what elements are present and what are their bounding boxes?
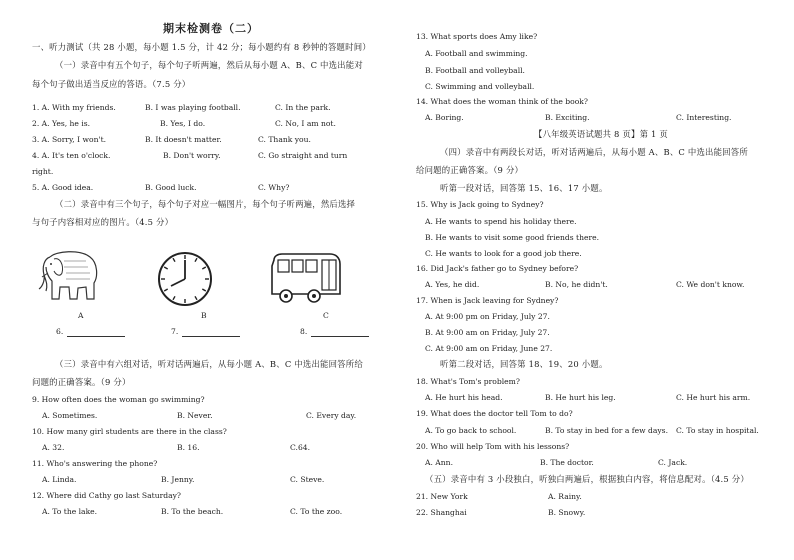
q5-option-b: B. Good luck. <box>145 183 197 192</box>
q16-option-a: A. Yes, he did. <box>425 280 480 289</box>
q13-option-c: C. Swimming and volleyball. <box>425 82 535 91</box>
q19-option-b: B. To stay in bed for a few days. <box>545 426 668 435</box>
q12-option-b: B. To the beach. <box>161 507 224 516</box>
q14-option-a: A. Boring. <box>425 113 464 122</box>
dialog1-instruction: 听第一段对话，回答第 15、16、17 小题。 <box>440 183 608 193</box>
elephant-picture <box>36 247 102 303</box>
q14-option-b: B. Exciting. <box>545 113 590 122</box>
q1-option-a: 1. A. With my friends. <box>32 103 116 112</box>
q13-question: 13. What sports does Amy like? <box>416 32 538 41</box>
q19-option-c: C. To stay in hospital. <box>676 426 759 435</box>
q21-match-option: A. Rainy. <box>548 492 582 501</box>
q3-option-b: B. It doesn't matter. <box>145 135 222 144</box>
q2-option-a: 2. A. Yes, he is. <box>32 119 91 128</box>
q14-question: 14. What does the woman think of the book? <box>416 97 588 106</box>
q18-option-b: B. He hurt his leg. <box>545 393 616 402</box>
q3-option-c: C. Thank you. <box>258 135 311 144</box>
part1-instruction: （一）录音中有五个句子，每个句子听两遍，然后从每小题 A、B、C 中选出能对 <box>55 60 363 70</box>
q15-option-c: C. He wants to look for a good job there. <box>425 249 582 258</box>
q14-option-c: C. Interesting. <box>676 113 732 122</box>
q22-item: 22. Shanghai <box>416 508 467 517</box>
q11-question: 11. Who's answering the phone? <box>32 459 158 468</box>
q12-option-a: A. To the lake. <box>42 507 98 516</box>
q19-option-a: A. To go back to school. <box>425 426 517 435</box>
q17-question: 17. When is Jack leaving for Sydney? <box>416 296 559 305</box>
part4-instruction: （四）录音中有两段长对话，听对话两遍后，从每小题 A、B、C 中选出能回答所 <box>440 147 748 157</box>
q11-option-a: A. Linda. <box>42 475 77 484</box>
q2-option-c: C. No, I am not. <box>275 119 336 128</box>
q15-question: 15. Why is Jack going to Sydney? <box>416 200 544 209</box>
page-title: 期末检测卷（二） <box>163 22 259 35</box>
q21-item: 21. New York <box>416 492 468 501</box>
dialog2-instruction: 听第二段对话，回答第 18、19、20 小题。 <box>440 359 608 369</box>
q5-option-a: 5. A. Good idea. <box>32 183 94 192</box>
q5-option-c: C. Why? <box>258 183 290 192</box>
part1-instruction-cont: 每个句子做出适当反应的答语。（7.5 分） <box>32 79 191 89</box>
q12-question: 12. Where did Cathy go last Saturday? <box>32 491 181 500</box>
q4-option-c-cont: right. <box>32 167 54 176</box>
q16-option-c: C. We don't know. <box>676 280 745 289</box>
q15-option-b: B. He wants to visit some good friends there. <box>425 233 600 242</box>
q18-question: 18. What's Tom's problem? <box>416 377 520 386</box>
q9-option-b: B. Never. <box>177 411 213 420</box>
blank-number: 6. <box>56 327 64 336</box>
answer-input-7[interactable] <box>182 328 240 337</box>
q1-option-c: C. In the park. <box>275 103 331 112</box>
q10-question: 10. How many girl students are there in the class? <box>32 427 227 436</box>
part2-instruction: （二）录音中有三个句子，每个句子对应一幅图片，每个句子听两遍，然后选择 <box>55 199 356 209</box>
q12-option-c: C. To the zoo. <box>290 507 343 516</box>
picture-label-a: A <box>78 311 84 320</box>
q19-question: 19. What does the doctor tell Tom to do? <box>416 409 573 418</box>
answer-blank-6 <box>56 327 125 337</box>
page-footer: 【八年级英语试题共 8 页】第 1 页 <box>534 129 668 139</box>
q4-option-b: B. Don't worry. <box>163 151 221 160</box>
q9-option-c: C. Every day. <box>306 411 357 420</box>
part4-instruction-cont: 给问题的正确答案。（9 分） <box>416 165 524 175</box>
q3-option-a: 3. A. Sorry, I won't. <box>32 135 107 144</box>
q13-option-a: A. Football and swimming. <box>425 49 528 58</box>
section1-header: 一、听力测试（共 28 小题，每小题 1.5 分，计 42 分；每小题约有 8 秒钟的答题时间） <box>32 42 371 52</box>
q22-match-option: B. Snowy. <box>548 508 586 517</box>
q15-option-a: A. He wants to spend his holiday there. <box>425 217 577 226</box>
right-column <box>400 0 794 560</box>
q1-option-b: B. I was playing football. <box>145 103 241 112</box>
answer-input-6[interactable] <box>67 328 125 337</box>
q17-option-a: A. At 9:00 pm on Friday, July 27. <box>425 312 550 321</box>
answer-blank-8 <box>300 327 369 337</box>
q20-option-c: C. Jack. <box>658 458 688 467</box>
q20-option-b: B. The doctor. <box>540 458 594 467</box>
q18-option-a: A. He hurt his head. <box>425 393 503 402</box>
q4-option-a: 4. A. It's ten o'clock. <box>32 151 111 160</box>
q17-option-b: B. At 9:00 am on Friday, July 27. <box>425 328 550 337</box>
part3-instruction-cont: 问题的正确答案。（9 分） <box>32 377 131 387</box>
bus-picture <box>268 252 342 306</box>
q20-option-a: A. Ann. <box>425 458 453 467</box>
q9-option-a: A. Sometimes. <box>42 411 98 420</box>
blank-number: 8. <box>300 327 308 336</box>
q9-question: 9. How often does the woman go swimming? <box>32 395 205 404</box>
clock-picture <box>156 250 214 308</box>
q16-option-b: B. No, he didn't. <box>545 280 608 289</box>
q4-option-c: C. Go straight and turn <box>258 151 348 160</box>
q18-option-c: C. He hurt his arm. <box>676 393 751 402</box>
picture-label-c: C <box>323 311 329 320</box>
q20-question: 20. Who will help Tom with his lessons? <box>416 442 570 451</box>
q13-option-b: B. Football and volleyball. <box>425 66 525 75</box>
part5-instruction: （五）录音中有 3 小段独白，听独白两遍后，根据独白内容，将信息配对。（4.5 分） <box>425 474 749 484</box>
q2-option-b: B. Yes, I do. <box>160 119 206 128</box>
part3-instruction: （三）录音中有六组对话，听对话两遍后，从每小题 A、B、C 中选出能回答所给 <box>55 359 363 369</box>
blank-number: 7. <box>171 327 179 336</box>
q10-option-b: B. 16. <box>177 443 200 452</box>
q10-option-a: A. 32. <box>42 443 65 452</box>
q11-option-b: B. Jenny. <box>161 475 195 484</box>
part2-instruction-cont: 与句子内容相对应的图片。（4.5 分） <box>32 217 174 227</box>
answer-input-8[interactable] <box>311 328 369 337</box>
picture-label-b: B <box>201 311 207 320</box>
q11-option-c: C. Steve. <box>290 475 325 484</box>
q16-question: 16. Did Jack's father go to Sydney before? <box>416 264 579 273</box>
q17-option-c: C. At 9:00 am on Friday, June 27. <box>425 344 553 353</box>
answer-blank-7 <box>171 327 240 337</box>
q10-option-c: C.64. <box>290 443 311 452</box>
